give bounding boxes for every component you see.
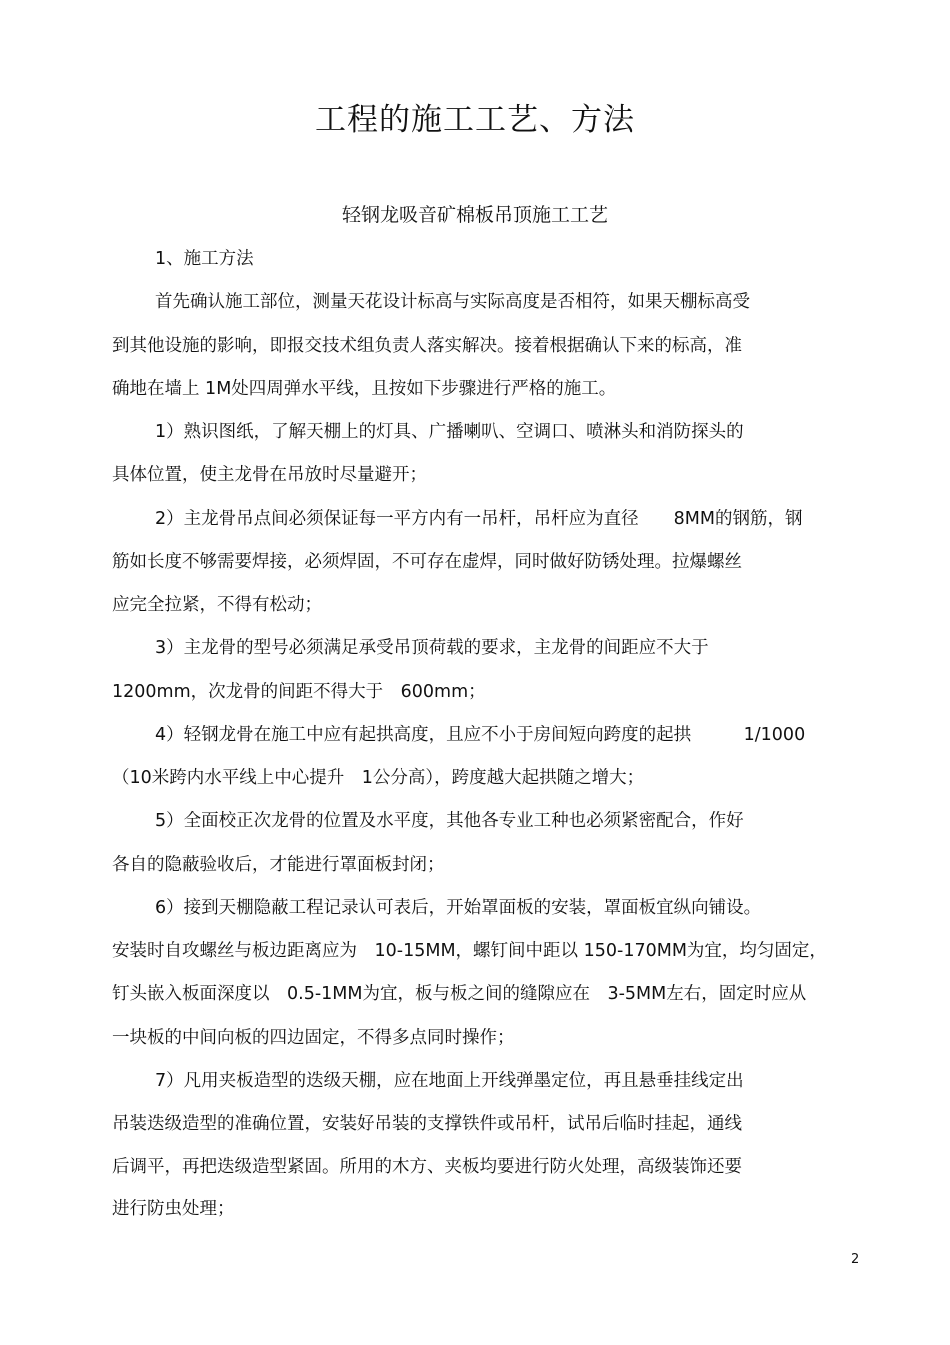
text-line: 首先确认施工部位，测量天花设计标高与实际高度是否相符，如果天棚标高受: [155, 292, 750, 312]
text-line: 到其他设施的影响，即报交技术组负责人落实解决。接着根据确认下来的标高，准: [112, 336, 742, 356]
text-line: 后调平，再把迭级造型紧固。所用的木方、夹板均要进行防火处理，高级装饰还要: [112, 1157, 742, 1177]
text-line: 应完全拉紧，不得有松动；: [112, 595, 322, 615]
text-line: 2）主龙骨吊点间必须保证每一平方内有一吊杆，吊杆应为直径 8MM的钢筋，钢: [155, 509, 803, 529]
text-line: 3）主龙骨的型号必须满足承受吊顶荷载的要求，主龙骨的间距应不大于: [155, 638, 709, 658]
text-line: 1）熟识图纸，了解天棚上的灯具、广播喇叭、空调口、喷淋头和消防探头的: [155, 422, 744, 442]
page-number: 2: [851, 1252, 860, 1267]
section-title: 轻钢龙吸音矿棉板吊顶施工工艺: [341, 204, 608, 226]
text-line: 钉头嵌入板面深度以 0.5-1MM为宜，板与板之间的缝隙应在 3-5MM左右，固定时应从: [112, 984, 807, 1004]
text-line: 7）凡用夹板造型的迭级天棚，应在地面上开线弹墨定位，再且悬垂挂线定出: [155, 1071, 744, 1091]
text-line: 4）轻钢龙骨在施工中应有起拱高度，且应不小于房间短向跨度的起拱 1/1000: [155, 725, 806, 745]
text-line: （10米跨内水平线上中心提升 1公分高），跨度越大起拱随之增大；: [112, 768, 645, 788]
text-line: 各自的隐蔽验收后，才能进行罩面板封闭；: [112, 855, 445, 875]
text-line: 6）接到天棚隐蔽工程记录认可表后，开始罩面板的安装，罩面板宜纵向铺设。: [155, 898, 762, 918]
text-line: 确地在墙上 1M处四周弹水平线，且按如下步骤进行严格的施工。: [112, 379, 617, 399]
text-line: 具体位置，使主龙骨在吊放时尽量避开；: [112, 465, 427, 485]
text-line: 1、施工方法: [155, 249, 254, 269]
text-line: 1200mm，次龙骨的间距不得大于 600mm；: [112, 682, 486, 702]
text-line: 进行防虫处理；: [112, 1199, 235, 1219]
text-line: 一块板的中间向板的四边固定，不得多点同时操作；: [112, 1028, 515, 1048]
text-line: 吊装迭级造型的准确位置，安装好吊装的支撑铁件或吊杆，试吊后临时挂起，通线: [112, 1114, 742, 1134]
text-line: 安装时自攻螺丝与板边距离应为 10-15MM，螺钉间中距以 150-170MM为宜，均匀固定，: [112, 941, 827, 961]
text-line: 5）全面校正次龙骨的位置及水平度，其他各专业工种也必须紧密配合，作好: [155, 811, 744, 831]
text-line: 筋如长度不够需要焊接，必须焊固，不可存在虚焊，同时做好防锈处理。拉爆螺丝: [112, 552, 742, 572]
page-title: 工程的施工工艺、方法: [315, 102, 635, 138]
